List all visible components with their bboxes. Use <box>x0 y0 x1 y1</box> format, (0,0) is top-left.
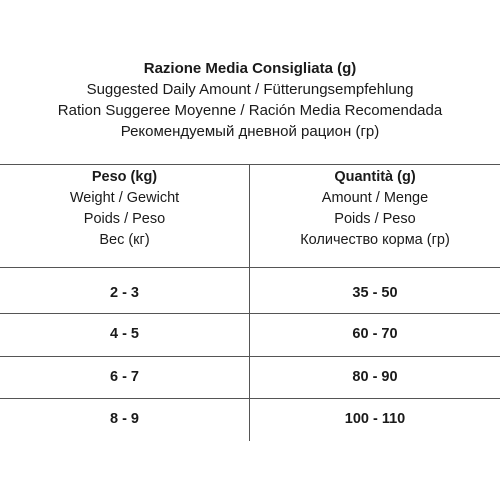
header-weight-russian: Вес (кг) <box>99 232 150 248</box>
title-french-spanish: Ration Suggeree Moyenne / Ración Media Recomendada <box>57 102 443 119</box>
row-divider-1 <box>0 313 500 314</box>
row-2-amount: 60 - 70 <box>352 326 398 342</box>
row-4-amount: 100 - 110 <box>344 411 406 427</box>
header-divider <box>0 267 500 268</box>
header-weight <box>0 167 249 251</box>
title-italian: Razione Media Consigliata (g) <box>143 60 357 77</box>
row-3-amount: 80 - 90 <box>352 369 398 385</box>
row-divider-2 <box>0 356 500 357</box>
row-4-weight: 8 - 9 <box>109 411 139 427</box>
title-english-german: Suggested Daily Amount / Fütterungsempfehlung <box>86 81 414 98</box>
title-russian: Рекомендуемый дневной рацион (гр) <box>120 123 380 140</box>
row-3-weight: 6 - 7 <box>109 369 139 385</box>
header-amount-english-german: Amount / Menge <box>321 190 429 206</box>
row-2-weight: 4 - 5 <box>109 326 139 342</box>
header-amount-russian: Количество корма (гр) <box>300 232 450 248</box>
header-amount <box>250 167 500 251</box>
header-weight-italian: Peso (kg) <box>91 169 158 185</box>
table-top-border <box>0 164 500 165</box>
feeding-guide-title <box>0 58 500 142</box>
row-divider-3 <box>0 398 500 399</box>
header-amount-french-spanish: Poids / Peso <box>334 211 416 227</box>
header-weight-french-spanish: Poids / Peso <box>83 211 166 227</box>
header-amount-italian: Quantità (g) <box>334 169 416 185</box>
row-1-amount: 35 - 50 <box>352 285 398 301</box>
header-weight-english-german: Weight / Gewicht <box>69 190 180 206</box>
row-1-weight: 2 - 3 <box>109 285 139 301</box>
